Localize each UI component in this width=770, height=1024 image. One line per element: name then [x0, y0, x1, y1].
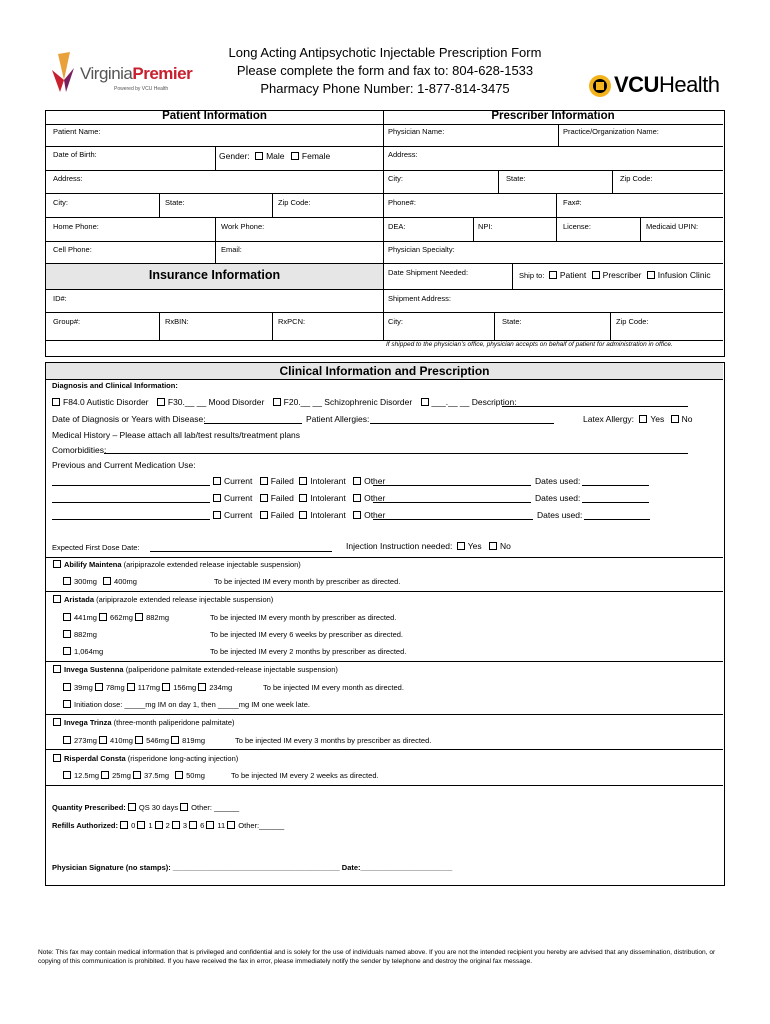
sustenna-78-checkbox[interactable]	[95, 683, 103, 691]
ship-patient-label: Patient	[559, 270, 587, 280]
date-diagnosis-field	[52, 414, 206, 424]
sustenna-117-checkbox[interactable]	[127, 683, 135, 691]
dates-used-label: Dates used:	[535, 476, 581, 486]
aristada-441-checkbox[interactable]	[63, 613, 71, 621]
med-other-label: Other	[364, 476, 386, 486]
med2-current-checkbox[interactable]	[213, 494, 221, 502]
med-intolerant-label: Intolerant	[310, 510, 346, 520]
injection-yes-label: Yes	[467, 541, 482, 551]
medical-history-label: Medical History – Please attach all lab/test results/treatment plans	[52, 430, 301, 440]
aristada-662-label: 662mg	[110, 613, 133, 622]
specialty-label: Physician Specialty:	[388, 245, 455, 254]
date-shipment-label: Date Shipment Needed:	[388, 268, 469, 277]
abilify-checkbox[interactable]	[53, 560, 61, 568]
refills-label: Refills Authorized:	[52, 821, 118, 830]
trinza-410-checkbox[interactable]	[99, 736, 107, 744]
prescriber-city-label: City:	[388, 174, 403, 183]
male-checkbox[interactable]	[255, 152, 263, 160]
dob-label: Date of Birth:	[53, 150, 97, 159]
logo-text-vcu: VCU	[614, 72, 659, 97]
shipment-address-label: Shipment Address:	[388, 294, 451, 303]
dx-f84-label: F84.0 Autistic Disorder	[63, 397, 149, 407]
injection-instruction-field	[346, 541, 511, 551]
qty-other-label: Other: ______	[191, 803, 240, 812]
logo-text-virginia: Virginia	[80, 64, 133, 83]
sustenna-header	[53, 665, 338, 674]
consta-desc: (risperidone long-acting injection)	[127, 754, 239, 763]
sustenna-instructions: To be injected IM every month as directed.	[263, 683, 404, 692]
qs30-checkbox[interactable]	[128, 803, 136, 811]
med3-current-checkbox[interactable]	[213, 511, 221, 519]
sustenna-39-checkbox[interactable]	[63, 683, 71, 691]
aristada-instr-3: To be injected IM every 2 months by prescriber as directed.	[210, 647, 407, 656]
sustenna-initiation	[63, 700, 310, 709]
sustenna-checkbox[interactable]	[53, 665, 61, 673]
patient-state-label: State:	[165, 198, 185, 207]
gender-label: Gender:	[219, 151, 250, 161]
latex-yes-label: Yes	[650, 414, 665, 424]
ship-city-label: City:	[388, 317, 403, 326]
med3-failed-checkbox[interactable]	[260, 511, 268, 519]
med-current-label: Current	[224, 493, 253, 503]
abilify-header	[53, 560, 301, 569]
refill-2-label: 2	[165, 821, 170, 830]
ship-zip-label: Zip Code:	[616, 317, 649, 326]
aristada-header	[53, 595, 273, 604]
ship-prescriber-checkbox[interactable]	[592, 271, 600, 279]
consta-checkbox[interactable]	[53, 754, 61, 762]
sustenna-156-label: 156mg	[173, 683, 197, 692]
aristada-882b-label: 882mg	[74, 630, 97, 639]
sustenna-234-label: 234mg	[209, 683, 233, 692]
latex-yes-checkbox[interactable]	[639, 415, 647, 423]
med-other-label: Other	[364, 510, 386, 520]
gender-field	[219, 151, 330, 161]
title-line-1: Long Acting Antipsychotic Injectable Prescription Form	[228, 45, 542, 60]
refill-2-checkbox[interactable]	[155, 821, 163, 829]
refill-6-label: 6	[200, 821, 205, 830]
sustenna-117-label: 117mg	[137, 683, 161, 692]
aristada-name: Aristada	[64, 595, 95, 604]
refill-1-label: 1	[148, 821, 153, 830]
prescriber-phone-label: Phone#:	[388, 198, 416, 207]
aristada-882b-checkbox[interactable]	[63, 630, 71, 638]
quantity-label: Quantity Prescribed:	[52, 803, 126, 812]
sustenna-init-checkbox[interactable]	[63, 700, 71, 708]
trinza-410-label: 410mg	[110, 736, 133, 745]
npi-label: NPI:	[478, 222, 493, 231]
logo-subtitle: Powered by VCU Health	[114, 86, 169, 92]
refill-other-label: Other:______	[238, 821, 285, 830]
med-other-label: Other	[364, 493, 386, 503]
trinza-273-label: 273mg	[74, 736, 97, 745]
physician-name-label: Physician Name:	[388, 127, 445, 136]
ins-rxpcn-label: RxPCN:	[278, 317, 306, 326]
diagnosis-options	[52, 397, 517, 407]
sustenna-doses	[63, 683, 232, 692]
consta-50-checkbox[interactable]	[175, 771, 183, 779]
injection-no-checkbox[interactable]	[489, 542, 497, 550]
abilify-400-checkbox[interactable]	[103, 577, 111, 585]
trinza-819-checkbox[interactable]	[171, 736, 179, 744]
refill-1-checkbox[interactable]	[137, 821, 145, 829]
trinza-instructions: To be injected IM every 3 months by prescriber as directed.	[235, 736, 432, 745]
prescriber-state-label: State:	[506, 174, 526, 183]
ship-to-field	[519, 270, 711, 280]
trinza-desc: (three-month paliperidone palmitate)	[113, 718, 235, 727]
consta-instructions: To be injected IM every 2 weeks as directed.	[231, 771, 379, 780]
med-intolerant-label: Intolerant	[310, 476, 346, 486]
consta-375-checkbox[interactable]	[133, 771, 141, 779]
dates-used-label: Dates used:	[537, 510, 583, 520]
trinza-546-checkbox[interactable]	[135, 736, 143, 744]
patient-zip-label: Zip Code:	[278, 198, 311, 207]
med2-intolerant-checkbox[interactable]	[299, 494, 307, 502]
refill-11-checkbox[interactable]	[206, 821, 214, 829]
confidentiality-note: Note: This fax may contain medical information that is privileged and confidential and is solely for the use of individuals named above. If you are not the intended recipient you hereby are advised that any dissemination, distribution, or copying of this communication is prohibited. If you have received the fax in error, please immediately notify the sender by telephone and destroy the original fax message.	[38, 949, 716, 965]
logo-virginia-premier	[48, 48, 193, 104]
aristada-instr-1: To be injected IM every month by prescriber as directed.	[210, 613, 397, 622]
patient-address-label: Address:	[53, 174, 83, 183]
aristada-checkbox[interactable]	[53, 595, 61, 603]
latex-no-label: No	[681, 414, 693, 424]
aristada-882a-checkbox[interactable]	[135, 613, 143, 621]
title-line-3: Pharmacy Phone Number: 1-877-814-3475	[260, 81, 510, 96]
home-phone-label: Home Phone:	[53, 222, 99, 231]
prescriber-address-label: Address:	[388, 150, 418, 159]
prescriber-info-heading: Prescriber Information	[491, 110, 615, 122]
aristada-882a-label: 882mg	[146, 613, 169, 622]
dates-used-label: Dates used:	[535, 493, 581, 503]
latex-label: Latex Allergy:	[583, 414, 635, 424]
consta-125-label: 12.5mg	[74, 771, 100, 780]
med-failed-label: Failed	[270, 493, 294, 503]
latex-field	[583, 414, 693, 424]
female-label: Female	[301, 151, 331, 161]
insurance-info-heading: Insurance Information	[148, 268, 281, 282]
dx-other-label: ___.__ __ Description:	[431, 397, 517, 407]
aristada-doses-row2	[63, 630, 97, 639]
medicaid-label: Medicaid UPIN:	[646, 222, 699, 231]
ship-patient-checkbox[interactable]	[549, 271, 557, 279]
aristada-instr-2: To be injected IM every 6 weeks by prescriber as directed.	[210, 630, 404, 639]
clinical-heading: Clinical Information and Prescription	[279, 364, 490, 378]
license-label: License:	[563, 222, 591, 231]
dea-label: DEA:	[388, 222, 406, 231]
refill-6-checkbox[interactable]	[189, 821, 197, 829]
qs30-label: QS 30 days	[138, 803, 179, 812]
abilify-400-label: 400mg	[114, 577, 137, 586]
ship-to-label: Ship to:	[519, 271, 545, 280]
ship-clinic-checkbox[interactable]	[647, 271, 655, 279]
date-diagnosis-label: Date of Diagnosis or Years with Disease:	[52, 414, 206, 424]
refill-0-label: 0	[131, 821, 136, 830]
refill-3-label: 3	[182, 821, 188, 830]
refill-3-checkbox[interactable]	[172, 821, 180, 829]
dx-f20-label: F20.__ __ Schizophrenic Disorder	[283, 397, 413, 407]
consta-doses	[63, 771, 205, 780]
latex-no-checkbox[interactable]	[671, 415, 679, 423]
patient-name-label: Patient Name:	[53, 127, 101, 136]
ins-id-label: ID#:	[53, 294, 67, 303]
aristada-1064-checkbox[interactable]	[63, 647, 71, 655]
title-line-2: Please complete the form and fax to: 804-628-1533	[236, 63, 534, 78]
logo-text-premier: Premier	[132, 64, 193, 83]
med2-other-checkbox[interactable]	[353, 494, 361, 502]
med1-other-checkbox[interactable]	[353, 477, 361, 485]
aristada-desc: (aripiprazole extended release injectable suspension)	[96, 595, 274, 604]
ship-state-label: State:	[502, 317, 522, 326]
sustenna-39-label: 39mg	[74, 683, 93, 692]
patient-city-label: City:	[53, 198, 68, 207]
consta-25-label: 25mg	[112, 771, 131, 780]
aristada-doses-row3	[63, 647, 103, 656]
med3-other-checkbox[interactable]	[353, 511, 361, 519]
comorbidities-label: Comorbidities:	[52, 445, 107, 455]
logo-text-health: Health	[658, 72, 720, 97]
abilify-desc: (aripiprazole extended release injectable suspension)	[123, 560, 301, 569]
prescriber-zip-label: Zip Code:	[620, 174, 653, 183]
med-failed-label: Failed	[270, 510, 294, 520]
refill-0-checkbox[interactable]	[120, 821, 128, 829]
dx-f30-label: F30.__ __ Mood Disorder	[167, 397, 265, 407]
aristada-1064-label: 1,064mg	[74, 647, 104, 656]
refill-11-label: 11	[217, 821, 226, 830]
sustenna-156-checkbox[interactable]	[162, 683, 170, 691]
consta-name: Risperdal Consta	[64, 754, 126, 763]
injection-yes-checkbox[interactable]	[457, 542, 465, 550]
vcu-seal-icon	[588, 74, 612, 98]
trinza-name: Invega Trinza	[64, 718, 112, 727]
practice-label: Practice/Organization Name:	[563, 127, 659, 136]
trinza-273-checkbox[interactable]	[63, 736, 71, 744]
work-phone-label: Work Phone:	[221, 222, 265, 231]
consta-50-label: 50mg	[186, 771, 205, 780]
first-dose-label: Expected First Dose Date:	[52, 543, 140, 552]
sustenna-name: Invega Sustenna	[64, 665, 124, 674]
cell-phone-label: Cell Phone:	[53, 245, 92, 254]
refill-other-checkbox[interactable]	[227, 821, 235, 829]
female-checkbox[interactable]	[291, 152, 299, 160]
trinza-819-label: 819mg	[182, 736, 206, 745]
abilify-300-label: 300mg	[74, 577, 97, 586]
abilify-name: Abilify Maintena	[64, 560, 122, 569]
previous-med-label: Previous and Current Medication Use:	[52, 460, 196, 470]
aristada-doses-row1	[63, 613, 169, 622]
med1-current-checkbox[interactable]	[213, 477, 221, 485]
page-title	[185, 44, 585, 98]
consta-125-checkbox[interactable]	[63, 771, 71, 779]
consta-375-label: 37.5mg	[143, 771, 170, 780]
patient-info-heading: Patient Information	[162, 110, 267, 122]
trinza-doses	[63, 736, 205, 745]
injection-no-label: No	[499, 541, 511, 551]
trinza-546-label: 546mg	[146, 736, 169, 745]
logo-vcu-health	[588, 72, 723, 102]
med-current-label: Current	[224, 510, 253, 520]
consta-25-checkbox[interactable]	[101, 771, 109, 779]
sustenna-78-label: 78mg	[105, 683, 125, 692]
aristada-662-checkbox[interactable]	[99, 613, 107, 621]
med2-failed-checkbox[interactable]	[260, 494, 268, 502]
trinza-header	[53, 718, 235, 727]
ship-clinic-label: Infusion Clinic	[657, 270, 711, 280]
trinza-checkbox[interactable]	[53, 718, 61, 726]
injection-needed-label: Injection Instruction needed:	[346, 541, 453, 551]
ins-group-label: Group#:	[53, 317, 81, 326]
sustenna-init-label: Initiation dose: _____mg IM on day 1, then _____mg IM one week late.	[74, 700, 310, 709]
abilify-instructions: To be injected IM every month by prescriber as directed.	[214, 577, 401, 586]
virginia-premier-mark-icon	[48, 50, 80, 94]
qty-other-checkbox[interactable]	[180, 803, 188, 811]
abilify-doses	[63, 577, 137, 586]
male-label: Male	[266, 151, 285, 161]
signature-line: Physician Signature (no stamps): ________________________________________ Date:______________________	[52, 863, 453, 872]
email-label: Email:	[221, 245, 242, 254]
med1-failed-checkbox[interactable]	[260, 477, 268, 485]
diagnosis-heading: Diagnosis and Clinical Information:	[52, 381, 178, 390]
med-intolerant-label: Intolerant	[310, 493, 346, 503]
dx-f30-checkbox[interactable]	[157, 398, 165, 406]
ship-prescriber-label: Prescriber	[602, 270, 642, 280]
abilify-300-checkbox[interactable]	[63, 577, 71, 585]
quantity-field	[52, 803, 239, 812]
shipping-note: If shipped to the physician’s office, physician accepts on behalf of patient for administration in office.	[386, 341, 673, 348]
dx-f20-checkbox[interactable]	[273, 398, 281, 406]
med-failed-label: Failed	[270, 476, 294, 486]
med3-intolerant-checkbox[interactable]	[299, 511, 307, 519]
med1-intolerant-checkbox[interactable]	[299, 477, 307, 485]
dx-f84-checkbox[interactable]	[52, 398, 60, 406]
refills-field	[52, 821, 284, 830]
ins-rxbin-label: RxBIN:	[165, 317, 189, 326]
aristada-441-label: 441mg	[74, 613, 97, 622]
sustenna-234-checkbox[interactable]	[198, 683, 206, 691]
allergies-label: Patient Allergies:	[306, 414, 370, 424]
med-current-label: Current	[224, 476, 253, 486]
consta-header	[53, 754, 238, 763]
sustenna-desc: (paliperidone palmitate extended-release injectable suspension)	[125, 665, 338, 674]
prescriber-fax-label: Fax#:	[563, 198, 582, 207]
dx-other-checkbox[interactable]	[421, 398, 429, 406]
